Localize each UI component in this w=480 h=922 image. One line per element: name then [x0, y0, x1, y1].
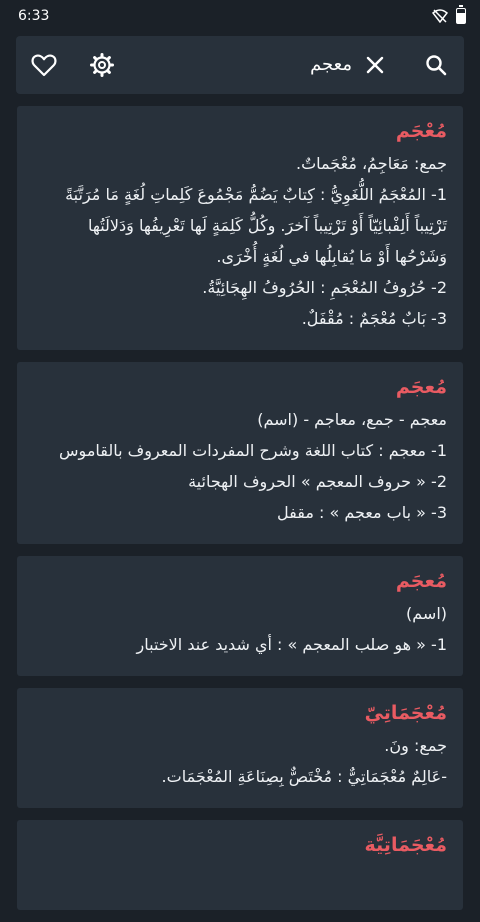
result-headword: مُعجَم [395, 376, 447, 398]
result-card[interactable] [17, 106, 463, 350]
definition-line: 3- بَابٌ مُعْجَمٌ : مُقْفَلٌ. [301, 309, 447, 328]
search-toolbar [16, 36, 464, 94]
definition-line: جمع: مَعَاجِمُ، مُعْجَماتٌ. [296, 154, 447, 173]
close-icon [366, 56, 384, 74]
result-headword: مُعْجَمَاتِيَّة [364, 834, 447, 856]
results-list [17, 106, 463, 922]
search-input[interactable]: معجم [310, 54, 352, 75]
definition-line: (اسم) [406, 604, 447, 623]
result-headword: مُعْجَمَاتِيّ [364, 702, 447, 724]
result-card[interactable] [17, 820, 463, 910]
gear-icon [89, 52, 115, 78]
status-icons [432, 8, 466, 24]
definition-line: 1- معجم : كتاب اللغة وشرح المفردات المعروف بالقاموس [59, 441, 447, 460]
result-card[interactable] [17, 362, 463, 544]
definition-line: معجم - جمع، معاجم - (اسم) [257, 410, 447, 429]
settings-button[interactable] [80, 43, 124, 87]
definition-line: 3- « باب معجم » : مقفل [277, 503, 447, 522]
battery-icon [456, 8, 466, 24]
heart-icon [31, 53, 57, 77]
definition-line: جمع: ونَ. [384, 736, 447, 755]
status-bar [0, 0, 480, 32]
wifi-off-icon [432, 9, 448, 23]
result-card[interactable] [17, 688, 463, 808]
status-time: 6:33 [18, 8, 50, 24]
definition-line: -عَالِمٌ مُعْجَمَاتِيٌّ : مُخْتَصٌّ بِصِنَاعَةِ المُعْجَمَات. [161, 767, 447, 786]
result-headword: مُعجَم [395, 570, 447, 592]
result-headword: مُعْجَم [395, 120, 447, 142]
favorite-button[interactable] [22, 43, 66, 87]
definition-line: 1- « هو صلب المعجم » : أي شديد عند الاختبار [136, 635, 447, 654]
clear-button[interactable] [353, 43, 397, 87]
definition-line: 1- المُعْجَمُ اللُّغَوِيُّ : كِتابٌ يَضُمُّ مَجْمُوعَ كَلِماتِ لُغَةٍ مَا مُرَتَّبَةً تَرْتِيباً أَلِفْبائِيّاً أَوْ تَرْتِيباً آخرَ. وكُلُّ كَلِمَةٍ لَها تَعْرِيفُها وَدَلالَتُها وَشَرْحُها أَوْ مَا يُقابِلُها في لُغَةٍ أُخْرَى. [65, 185, 447, 266]
search-icon [425, 54, 447, 76]
result-card[interactable] [17, 556, 463, 676]
definition-line: 2- « حروف المعجم » الحروف الهجائية [188, 472, 447, 491]
search-button[interactable] [414, 43, 458, 87]
definition-line: 2- حُرُوفُ المُعْجَمِ : الحُرُوفُ الهِجَائِيَّةُ. [202, 278, 447, 297]
